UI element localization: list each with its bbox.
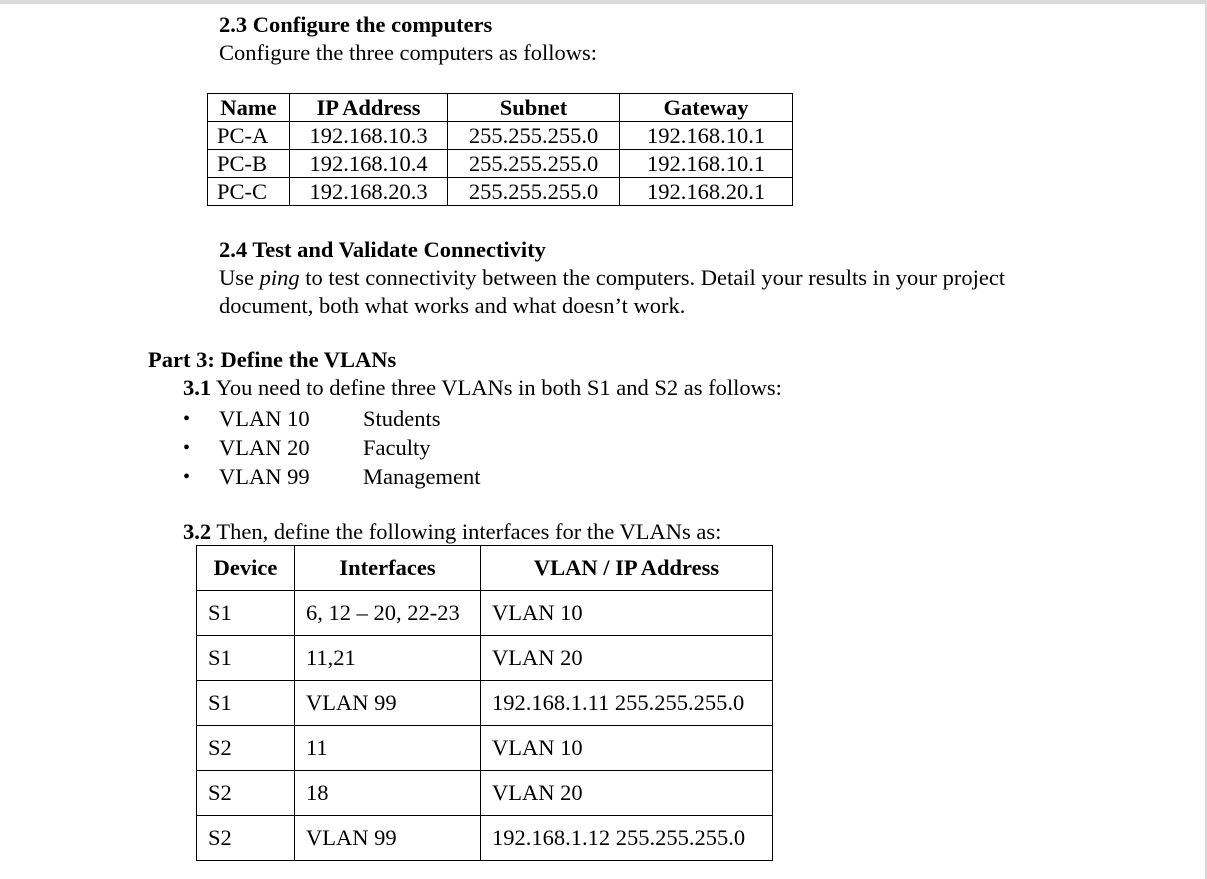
table-cell: 192.168.1.12 255.255.255.0 [481, 816, 773, 861]
column-header: Interfaces [295, 546, 481, 591]
column-header: VLAN / IP Address [481, 546, 773, 591]
table-row [197, 726, 773, 771]
table-cell: 192.168.1.11 255.255.255.0 [481, 681, 773, 726]
table-row [197, 771, 773, 816]
table-row [197, 681, 773, 726]
step-number: 3.1 [183, 375, 212, 400]
table-cell: 18 [295, 771, 481, 816]
step-3-1 [183, 374, 782, 402]
step-3-2 [183, 518, 721, 546]
column-header: Gateway [620, 94, 793, 122]
table-cell: 192.168.10.3 [290, 122, 448, 150]
vlan-name: Students [363, 406, 441, 431]
table-row [208, 150, 793, 178]
table-cell: 6, 12 – 20, 22-23 [295, 591, 481, 636]
bullet-icon: • [183, 466, 191, 488]
column-header: Subnet [448, 94, 620, 122]
bullet-icon: • [183, 437, 191, 459]
column-header: Device [197, 546, 295, 591]
bullet-icon: • [183, 408, 191, 430]
table-cell: 11 [295, 726, 481, 771]
table-cell: S2 [197, 726, 295, 771]
vlan-id: VLAN 10 [219, 406, 310, 431]
table-row [197, 816, 773, 861]
computers-table [207, 93, 793, 206]
column-header: Name [208, 94, 290, 122]
table-cell: 255.255.255.0 [448, 178, 620, 206]
part-3-heading: Part 3: Define the VLANs [148, 347, 397, 372]
vlan-name: Management [363, 464, 481, 489]
section-2-4-paragraph [219, 264, 1079, 320]
table-cell: S1 [197, 681, 295, 726]
table-cell: PC-B [208, 150, 290, 178]
table-cell: 192.168.20.1 [620, 178, 793, 206]
table-cell: 255.255.255.0 [448, 122, 620, 150]
step-text: Then, define the following interfaces for the VLANs as: [211, 519, 722, 544]
paragraph-text: Use [219, 265, 260, 290]
paragraph-text: to test connectivity between the computers. Detail your results in your project document, both what works and what doesn’t work. [219, 265, 1006, 318]
table-cell: 192.168.10.1 [620, 122, 793, 150]
table-cell: S1 [197, 636, 295, 681]
step-text: You need to define three VLANs in both S1 and S2 as follows: [211, 375, 782, 400]
table-row [208, 122, 793, 150]
vlan-id: VLAN 20 [219, 435, 310, 460]
section-2-3-heading: 2.3 Configure the computers [219, 12, 493, 37]
step-number: 3.2 [183, 519, 212, 544]
table-row [208, 178, 793, 206]
table-header-row [197, 546, 773, 591]
vlan-id: VLAN 99 [219, 464, 310, 489]
section-2-4-heading: 2.4 Test and Validate Connectivity [219, 237, 546, 262]
table-cell: VLAN 10 [481, 726, 773, 771]
ping-command-text: ping [259, 265, 300, 290]
table-cell: PC-C [208, 178, 290, 206]
table-row [197, 591, 773, 636]
section-2-3-intro: Configure the three computers as follows: [219, 40, 598, 65]
table-cell: VLAN 10 [481, 591, 773, 636]
table-cell: 255.255.255.0 [448, 150, 620, 178]
table-cell: 192.168.10.1 [620, 150, 793, 178]
column-header: IP Address [290, 94, 448, 122]
table-cell: 192.168.10.4 [290, 150, 448, 178]
table-cell: 192.168.20.3 [290, 178, 448, 206]
table-cell: VLAN 20 [481, 771, 773, 816]
table-cell: S2 [197, 771, 295, 816]
table-row [197, 636, 773, 681]
table-cell: VLAN 99 [295, 681, 481, 726]
interfaces-table [196, 545, 773, 861]
table-cell: S2 [197, 816, 295, 861]
table-cell: VLAN 20 [481, 636, 773, 681]
table-cell: PC-A [208, 122, 290, 150]
table-cell: VLAN 99 [295, 816, 481, 861]
table-cell: S1 [197, 591, 295, 636]
table-header-row [208, 94, 793, 122]
vlan-name: Faculty [363, 435, 431, 460]
page-top-border [0, 0, 1207, 4]
table-cell: 11,21 [295, 636, 481, 681]
